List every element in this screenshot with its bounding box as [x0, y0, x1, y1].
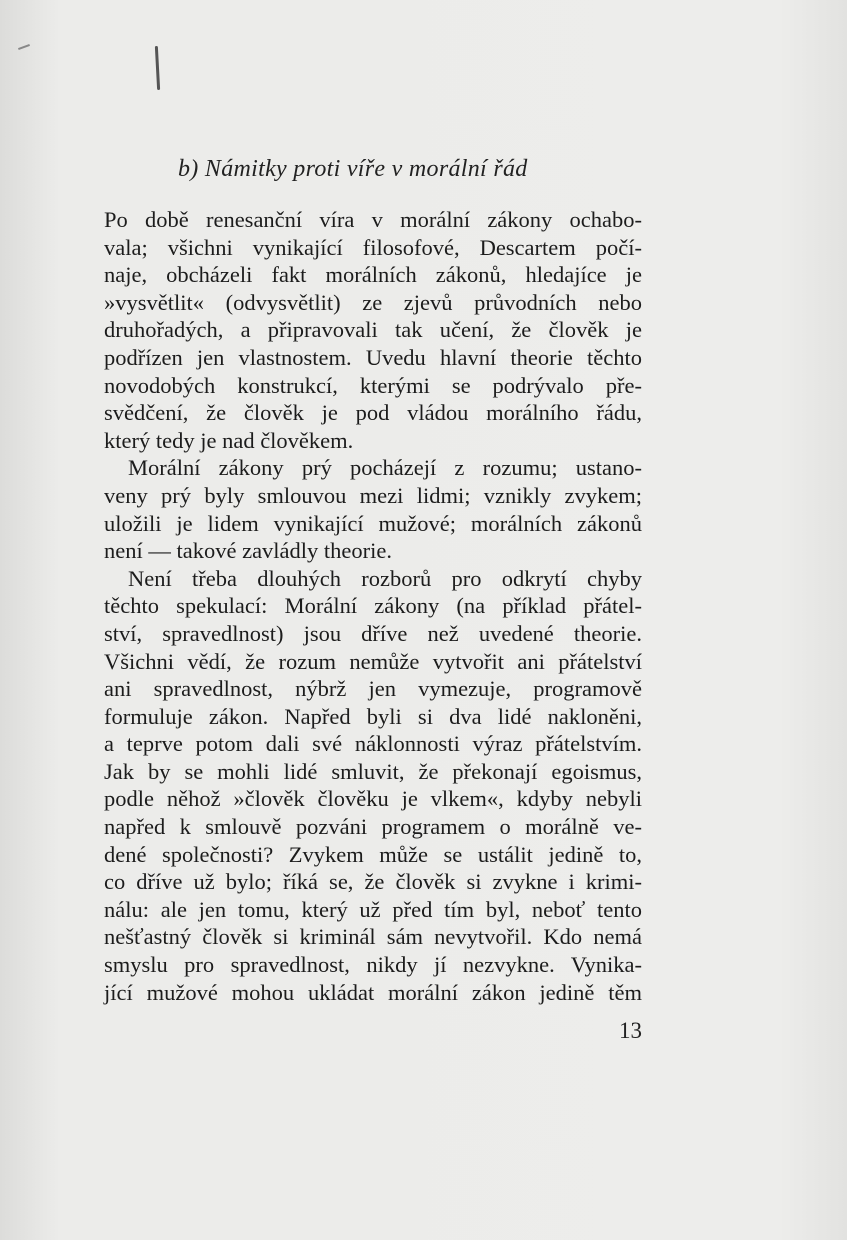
text-line: veny prý byly smlouvou mezi lidmi; vznikly zvykem; [104, 482, 642, 508]
text-line: co dříve už bylo; říká se, že člověk si zvykne i krimi- [104, 869, 642, 895]
text-line: a teprve potom dali své náklonnosti výraz přátelstvím. [104, 731, 642, 757]
pencil-mark [155, 46, 160, 90]
text-line: novodobých konstrukcí, kterými se podrývalo pře- [104, 372, 642, 398]
text-line: »vysvětlit« (odvysvětlit) ze zjevů průvodních nebo [104, 289, 642, 315]
section-heading: b) Námitky proti víře v morální řád [178, 156, 528, 182]
text-line: nálu: ale jen tomu, který už před tím byl, neboť tento [104, 896, 642, 922]
page-number: 13 [619, 1018, 642, 1043]
text-line: Jak by se mohli lidé smluvit, že překonají egoismus, [104, 758, 642, 784]
text-line: napřed k smlouvě pozváni programem o morálně ve- [104, 814, 642, 840]
body-text [104, 206, 642, 1006]
text-line: jící mužové mohou ukládat morální zákon jedině těm [104, 979, 642, 1005]
text-line: Všichni vědí, že rozum nemůže vytvořit ani přátelství [104, 648, 642, 674]
text-line: podle něhož »člověk člověku je vlkem«, kdyby nebyli [104, 786, 642, 812]
text-line: uložili je lidem vynikající mužové; morálních zákonů [104, 510, 642, 536]
text-line: který tedy je nad člověkem. [104, 427, 354, 453]
text-line: Není třeba dlouhých rozborů pro odkrytí chyby [128, 565, 642, 591]
pencil-mark [18, 44, 30, 50]
text-line: svědčení, že člověk je pod vládou morálního řádu, [104, 400, 642, 426]
text-line: Morální zákony prý pocházejí z rozumu; ustano- [128, 455, 642, 481]
text-line: vala; všichni vynikající filosofové, Descartem počí- [104, 234, 642, 260]
text-line: formuluje zákon. Napřed byli si dva lidé nakloněni, [104, 703, 642, 729]
text-line: podřízen jen vlastnostem. Uvedu hlavní theorie těchto [104, 344, 642, 370]
text-line: ství, spravedlnost) jsou dříve než uvedené theorie. [104, 620, 642, 646]
text-line: naje, obcházeli fakt morálních zákonů, hledajíce je [104, 262, 642, 288]
text-line: ani spravedlnost, nýbrž jen vymezuje, programově [104, 676, 642, 702]
text-line: těchto spekulací: Morální zákony (na příklad přátel- [104, 593, 642, 619]
text-line: dené společnosti? Zvykem může se ustálit jedině to, [104, 841, 642, 867]
text-line: druhořadých, a připravovali tak učení, že člověk je [104, 317, 642, 343]
text-line: smyslu pro spravedlnost, nikdy jí nezvykne. Vynika- [104, 952, 642, 978]
text-line: nešťastný člověk si kriminál sám nevytvořil. Kdo nemá [104, 924, 642, 950]
text-line: není — takové zavládly theorie. [104, 538, 393, 564]
text-line: Po době renesanční víra v morální zákony ochabo- [104, 207, 642, 232]
